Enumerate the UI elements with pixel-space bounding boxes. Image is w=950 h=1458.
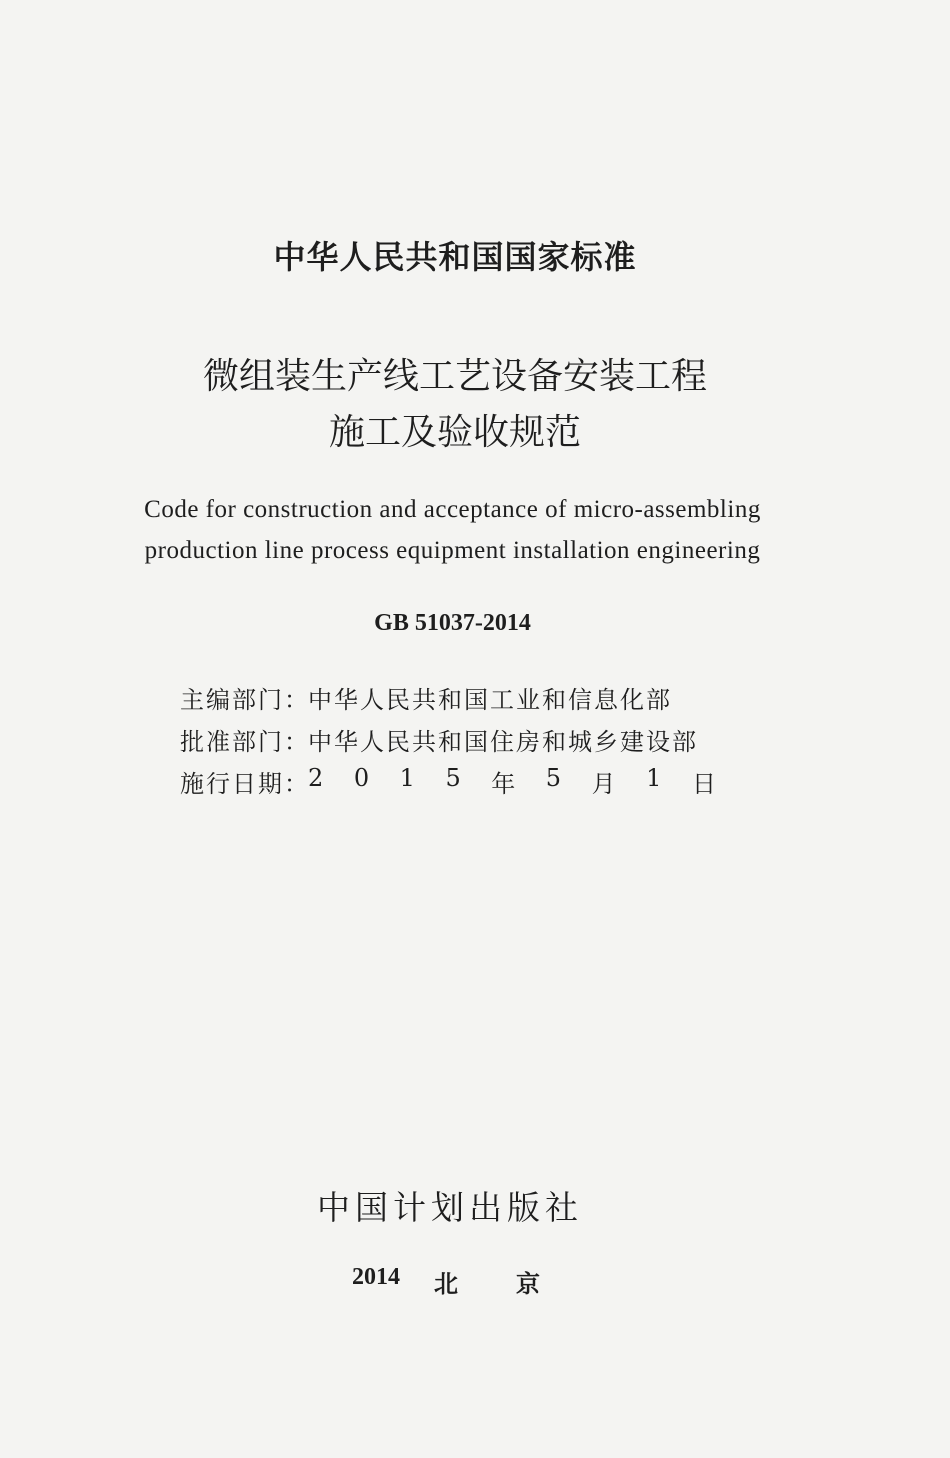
date-part: 2 — [308, 764, 326, 792]
date-part: 1 — [399, 764, 417, 792]
date-label: 施行日期： — [180, 770, 310, 798]
standard-code: GB 51037-2014 — [374, 610, 531, 636]
national-standard-heading: 中华人民共和国国家标准 — [273, 238, 637, 276]
editor-department-row — [180, 680, 672, 715]
publication-year: 2014 — [352, 1264, 400, 1290]
date-part: 年 — [491, 770, 518, 798]
date-part: 1 — [646, 764, 664, 792]
document-title-cn-line2: 施工及验收规范 — [328, 412, 581, 453]
document-title-en-line1: Code for construction and acceptance of micro-assembling — [144, 496, 761, 523]
approver-label: 批准部门： — [180, 728, 310, 756]
date-part: 5 — [445, 764, 463, 792]
date-part: 0 — [353, 764, 372, 792]
publication-city-char1: 北 — [434, 1272, 458, 1298]
editor-label: 主编部门： — [180, 686, 310, 714]
publication-year-place — [352, 1264, 540, 1299]
approver-value: 中华人民共和国住房和城乡建设部 — [308, 728, 698, 756]
date-part: 月 — [591, 770, 618, 798]
publisher-name: 中国计划出版社 — [317, 1188, 583, 1227]
date-part: 5 — [545, 764, 564, 792]
document-title-cn-line1: 微组装生产线工艺设备安装工程 — [202, 356, 707, 397]
document-title-en-line2: production line process equipment installation engineering — [144, 537, 761, 564]
publication-city-char2: 京 — [516, 1272, 540, 1298]
date-part: 日 — [691, 770, 718, 798]
editor-value: 中华人民共和国工业和信息化部 — [308, 686, 672, 714]
effective-date-row — [180, 764, 718, 799]
approver-department-row — [180, 722, 698, 757]
effective-date — [308, 764, 718, 799]
